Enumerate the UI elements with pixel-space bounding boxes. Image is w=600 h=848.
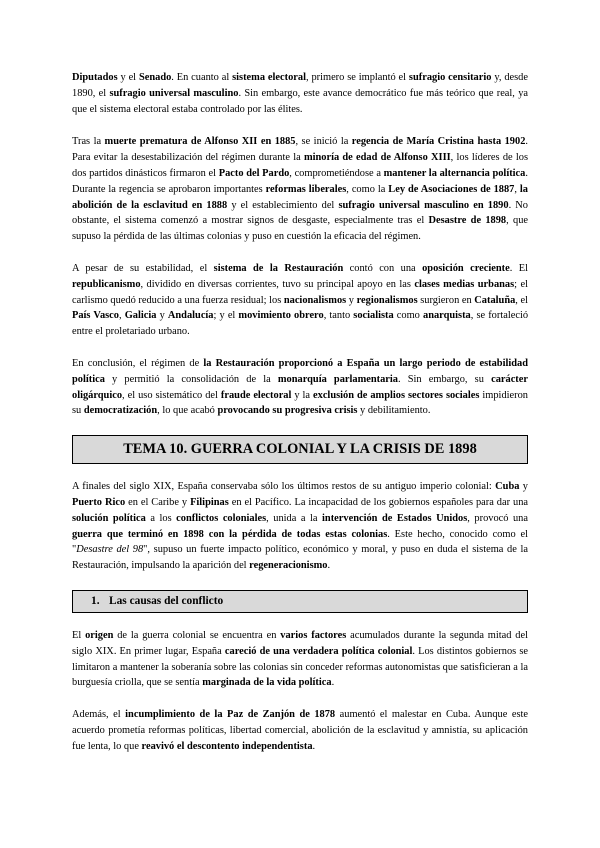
bold-run: varios factores	[280, 629, 347, 641]
text-run: , que supuso la pérdida de las últimas colonias y puso en cuestión la eficacia del régimen.	[72, 215, 528, 243]
text-run: El	[72, 629, 86, 641]
bold-run: democratización	[83, 405, 158, 417]
text-run: . No obstante, el sistema comenzó a mostrar signos de desgaste, especialmente tras el	[72, 199, 528, 227]
text-run: . Sin embargo, este avance democrático fue más teórico que real, ya que el sistema electoral estaba controlado por las élites.	[72, 87, 529, 115]
text-run: . Sin embargo, su	[398, 373, 492, 385]
paragraph-conclusion	[72, 356, 528, 419]
section-number: 1.	[91, 594, 100, 607]
bold-run: reavivó el descontento independentista	[141, 740, 313, 752]
bold-run: mantener la alternancia política	[383, 167, 526, 179]
paragraph-colonial-intro	[72, 479, 528, 574]
bold-run: regencia de María Cristina hasta 1902	[351, 136, 526, 148]
text-run: aumentó el malestar en Cuba. Aunque este acuerdo prometía reformas políticas, libertad comercial, abolición de la esclavitud y amnistía, su aplicación fue lenta, lo que	[72, 709, 528, 752]
text-run: . Los distintos gobiernos se limitaron a mantener la soberanía sobre las colonias sin conceder reformas autonomistas que satisficieran a la burguesía criolla, que se sentía	[72, 645, 528, 689]
bold-run: fraude electoral	[220, 389, 292, 401]
text-run: acumulados durante la segunda mitad del siglo XIX. En primer lugar, España	[72, 629, 528, 657]
bold-run: Andalucía	[167, 310, 214, 322]
bold-run: nacionalismos	[283, 294, 347, 306]
text-run: Además, el	[72, 709, 126, 721]
text-run: .	[312, 740, 316, 752]
bold-run: socialista	[353, 310, 394, 322]
bold-run: incumplimiento de la Paz de Zanjón de 1878	[125, 709, 336, 721]
text-run: ; y el	[213, 310, 239, 322]
tema-heading: TEMA 10. GUERRA COLONIAL Y LA CRISIS DE 1898	[72, 435, 528, 464]
bold-run: republicanismo	[72, 278, 141, 290]
bold-run: Pacto del Pardo	[218, 167, 290, 179]
bold-run: oposición creciente	[422, 262, 510, 274]
text-run: .	[327, 560, 331, 572]
bold-run: Desastre de 1898	[428, 215, 507, 227]
text-run: A pesar de su estabilidad, el	[72, 262, 214, 274]
text-run: y el	[117, 72, 139, 83]
text-run: . En cuanto al	[171, 72, 233, 83]
paragraph-conflict-origin	[72, 628, 528, 691]
text-run: ,	[514, 183, 520, 195]
bold-run: solución política	[72, 512, 146, 524]
text-run: . Para evitar la desestabilización del régimen durante la	[72, 136, 528, 164]
text-run: , el uso sistemático del	[122, 389, 221, 401]
text-run: y la	[291, 389, 314, 401]
text-run: y	[519, 481, 528, 493]
text-run: , dividido en diversas corrientes, tuvo su principal apoyo en las	[140, 278, 415, 290]
text-run: y	[346, 294, 357, 306]
text-run: y, desde 1890, el	[72, 72, 528, 99]
bold-run: Cataluña	[474, 294, 516, 306]
italic-run: Desastre del 98	[76, 544, 144, 556]
bold-run: monarquía parlamentaria	[277, 373, 398, 385]
bold-run: sufragio universal masculino	[109, 87, 239, 99]
text-run: en el Caribe y	[125, 496, 191, 508]
bold-run: sufragio universal masculino en 1890	[338, 199, 509, 211]
bold-run: reformas liberales	[265, 183, 347, 195]
text-run: En conclusión, el régimen de	[72, 357, 204, 369]
text-run: , provocó una	[467, 512, 528, 524]
bold-run: intervención de Estados Unidos	[322, 512, 468, 524]
section-title: Las causas del conflicto	[109, 594, 224, 607]
paragraph-zanjon	[72, 707, 528, 754]
bold-run: careció de una verdadera política colonial	[224, 645, 413, 657]
bold-run: provocando su progresiva crisis	[217, 405, 358, 417]
text-run: y	[156, 310, 168, 322]
text-run: , lo que acabó	[157, 405, 218, 417]
text-run: ; el carlismo quedó reducido a una fuerza residual; los	[72, 278, 528, 306]
bold-run: la abolición de la esclavitud en 1888	[72, 183, 528, 211]
text-run: surgieron en	[417, 294, 475, 306]
bold-run: muerte prematura de Alfonso XII en 1885	[104, 136, 296, 148]
text-run: y el establecimiento del	[227, 199, 339, 211]
bold-run: guerra que terminó en 1898 con la pérdida de todas estas colonias	[72, 528, 388, 540]
bold-run: minoría de edad de Alfonso XIII	[303, 152, 451, 164]
bold-run: carácter oligárquico	[72, 373, 528, 401]
text-run: , se fortaleció entre el proletariado urbano.	[72, 310, 529, 338]
bold-run: conflictos coloniales	[176, 512, 267, 524]
text-run: , tanto	[323, 310, 354, 322]
bold-run: movimiento obrero	[238, 310, 324, 322]
bold-run: regionalismos	[356, 294, 418, 306]
text-run: en el Pacífico. La incapacidad de los gobiernos españoles para dar una	[228, 496, 529, 508]
bold-run: origen	[85, 629, 114, 641]
text-run: , el	[515, 294, 528, 306]
bold-run: País Vasco	[72, 310, 119, 322]
text-run: y debilitamiento.	[357, 405, 431, 417]
bold-run: Senado	[138, 72, 172, 83]
bold-run: sistema de la Restauración	[213, 262, 344, 274]
text-run: A finales del siglo XIX, España conservaba sólo los últimos restos de su antiguo imperio colonial:	[72, 481, 496, 493]
text-run: a los	[145, 512, 177, 524]
paragraph-regency	[72, 134, 528, 245]
bold-run: Filipinas	[190, 496, 229, 508]
bold-run: exclusión de amplios sectores sociales	[313, 389, 480, 401]
text-run: . Durante la regencia se aprobaron importantes	[72, 167, 528, 195]
bold-run: marginada de la vida política	[202, 677, 332, 689]
text-run: de la guerra colonial se encuentra en	[113, 629, 281, 641]
text-run: como	[393, 310, 423, 322]
text-run: y permitió la consolidación de la	[104, 373, 278, 385]
paragraph-opposition	[72, 261, 528, 340]
text-run: , se inició la	[295, 136, 352, 148]
text-run: .	[331, 677, 335, 689]
bold-run: sufragio censitario	[408, 72, 492, 83]
bold-run: Diputados	[72, 72, 118, 83]
text-run: , primero se implantó el	[305, 72, 409, 83]
text-run: , comprometiéndose a	[289, 167, 384, 179]
section-heading	[72, 590, 528, 613]
text-run: ", supuso un fuerte impacto político, económico y moral, y puso en duda el sistema de la Restauración, impulsando la aparición del	[72, 544, 528, 572]
paragraph-electoral-system	[72, 70, 528, 117]
text-run: , los líderes de los dos partidos dinásticos firmaron el	[72, 152, 529, 179]
bold-run: regeneracionismo	[249, 560, 328, 572]
text-run: . El	[509, 262, 528, 274]
text-run: Tras la	[72, 136, 105, 148]
text-run: . Este hecho, conocido como el "	[72, 528, 528, 556]
bold-run: sistema electoral	[232, 72, 306, 83]
text-run: contó con una	[343, 262, 423, 274]
bold-run: Cuba	[495, 481, 520, 493]
text-run: ,	[119, 310, 125, 322]
bold-run: Galicia	[124, 310, 157, 322]
text-run: , unida a la	[266, 512, 323, 524]
bold-run: clases medias urbanas	[414, 278, 515, 290]
bold-run: anarquista	[423, 310, 471, 322]
bold-run: Ley de Asociaciones de 1887	[388, 183, 515, 195]
text-run: impidieron su	[72, 389, 528, 417]
bold-run: Puerto Rico	[72, 496, 126, 508]
bold-run: la Restauración proporcionó a España un largo periodo de estabilidad política	[72, 357, 529, 385]
text-run: , como la	[346, 183, 389, 195]
